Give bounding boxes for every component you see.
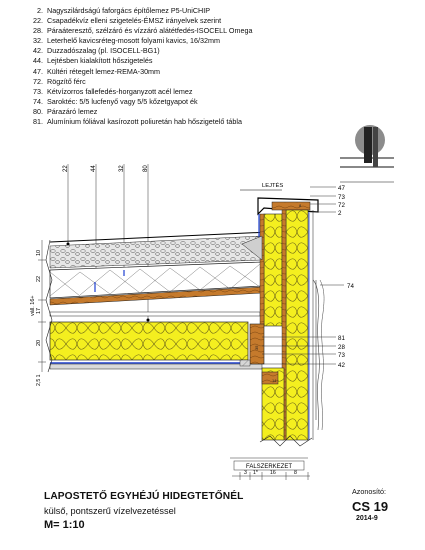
legend-text: Lejtésben kialakított hőszigetelés	[47, 56, 153, 66]
component-label: 35	[254, 345, 259, 350]
dimension-label: 17	[36, 307, 42, 314]
dimension-label: 22	[36, 275, 42, 282]
dimension-label: váll. 16+	[30, 295, 36, 316]
identifier-label: Azonosító:	[352, 487, 386, 496]
layer-label: 44	[91, 165, 97, 172]
parapet-insulation	[264, 214, 282, 326]
wall-dim-value: 8	[294, 470, 297, 476]
legend-number: 32.	[33, 36, 43, 46]
legend-text: Kültéri rétegelt lemez-REMA-30mm	[47, 66, 161, 76]
legend-number: 22.	[33, 16, 43, 26]
layer-label: 22	[63, 165, 69, 172]
timber-post	[250, 324, 264, 364]
legend-number: 81.	[33, 117, 43, 127]
mini-detail	[340, 125, 394, 182]
legend-text: Kétvízorros fallefedés-horganyzott acél lemez	[47, 86, 193, 96]
legend-text: Nagyszilárdságú faforgács építőlemez P5-UniCHIP	[47, 6, 210, 15]
wall-section	[240, 198, 324, 446]
sheet-scale: M= 1:10	[44, 519, 85, 531]
legend-text: Rögzítő férc	[47, 76, 86, 86]
legend-number: 42.	[33, 46, 43, 56]
legend-text: Saroktéc: 5/5 lucfenyő vagy 5/5 kőzetgyapot ék	[47, 96, 198, 106]
left-dimensions	[30, 240, 46, 386]
legend-text: Leterhelő kavicsréteg-mosott folyami kavics, 16/32mm	[47, 36, 220, 46]
callout-label: 42	[338, 362, 345, 369]
legend-number: 47.	[33, 66, 43, 76]
legend-number: 74.	[33, 96, 43, 106]
legend-text: Duzzadószalag (pl. ISOCELL-BG1)	[47, 46, 160, 56]
wall-dimension	[230, 458, 310, 480]
legend-text: Alumínium fóliával kasírozott poliuretán hab hőszigetelő tábla	[47, 117, 242, 127]
legend-number: 80.	[33, 106, 43, 116]
wall-dim-value: 16	[270, 470, 276, 476]
ceiling-board	[50, 364, 262, 369]
component-label: 14	[272, 378, 277, 383]
callout-label: 81	[338, 335, 345, 342]
slope-indicator	[240, 182, 283, 190]
sheet-subtitle: külső, pontszerű vízelvezetéssel	[44, 506, 176, 516]
roof-buildup	[46, 232, 270, 372]
identifier-code: CS 19	[352, 499, 389, 514]
joist-insulation	[50, 322, 248, 360]
legend-number: 2.	[37, 6, 43, 15]
falszerkezet-label: FALSZERKEZET	[245, 464, 293, 470]
component-label: 8	[299, 203, 302, 208]
legend-text: Páraáteresztő, szélzáró és vízzáró alátétfedés-ISOCELL Omega	[47, 26, 253, 36]
wall-outer-insulation	[286, 210, 308, 440]
layer-label: 80	[143, 165, 149, 172]
legend-number: 44.	[33, 56, 43, 66]
callout-label: 2	[338, 210, 342, 217]
legend-text: Csapadékvíz elleni szigetelés-ÉMSZ irányelvek szerint	[47, 16, 222, 26]
dimension-label: 2,5 1	[36, 374, 42, 386]
dimension-label: 20	[36, 339, 42, 346]
legend-number: 72.	[33, 76, 43, 86]
callout-label: 28	[338, 344, 345, 351]
callout-label: 73	[338, 194, 345, 201]
wall-dim-value: 1*	[253, 470, 258, 476]
dimension-label: 10	[36, 249, 42, 256]
legend-text: Párazáró lemez	[47, 106, 98, 116]
callout-label: 47	[338, 185, 345, 192]
coping-board	[272, 202, 310, 210]
callout-label: 72	[338, 202, 345, 209]
legend-number: 73.	[33, 86, 43, 96]
wall-dim-value: 3	[244, 470, 247, 476]
slope-label: LEJTÉS	[262, 183, 284, 189]
sheet-title: LAPOSTETŐ EGYHÉJÚ HIDEGTETŐNÉL	[44, 491, 244, 502]
callout-label: 74	[347, 283, 354, 290]
layer-label: 32	[119, 165, 125, 172]
identifier-date: 2014-9	[356, 515, 378, 522]
legend-number: 28.	[33, 26, 43, 36]
callout-label: 73	[338, 352, 345, 359]
